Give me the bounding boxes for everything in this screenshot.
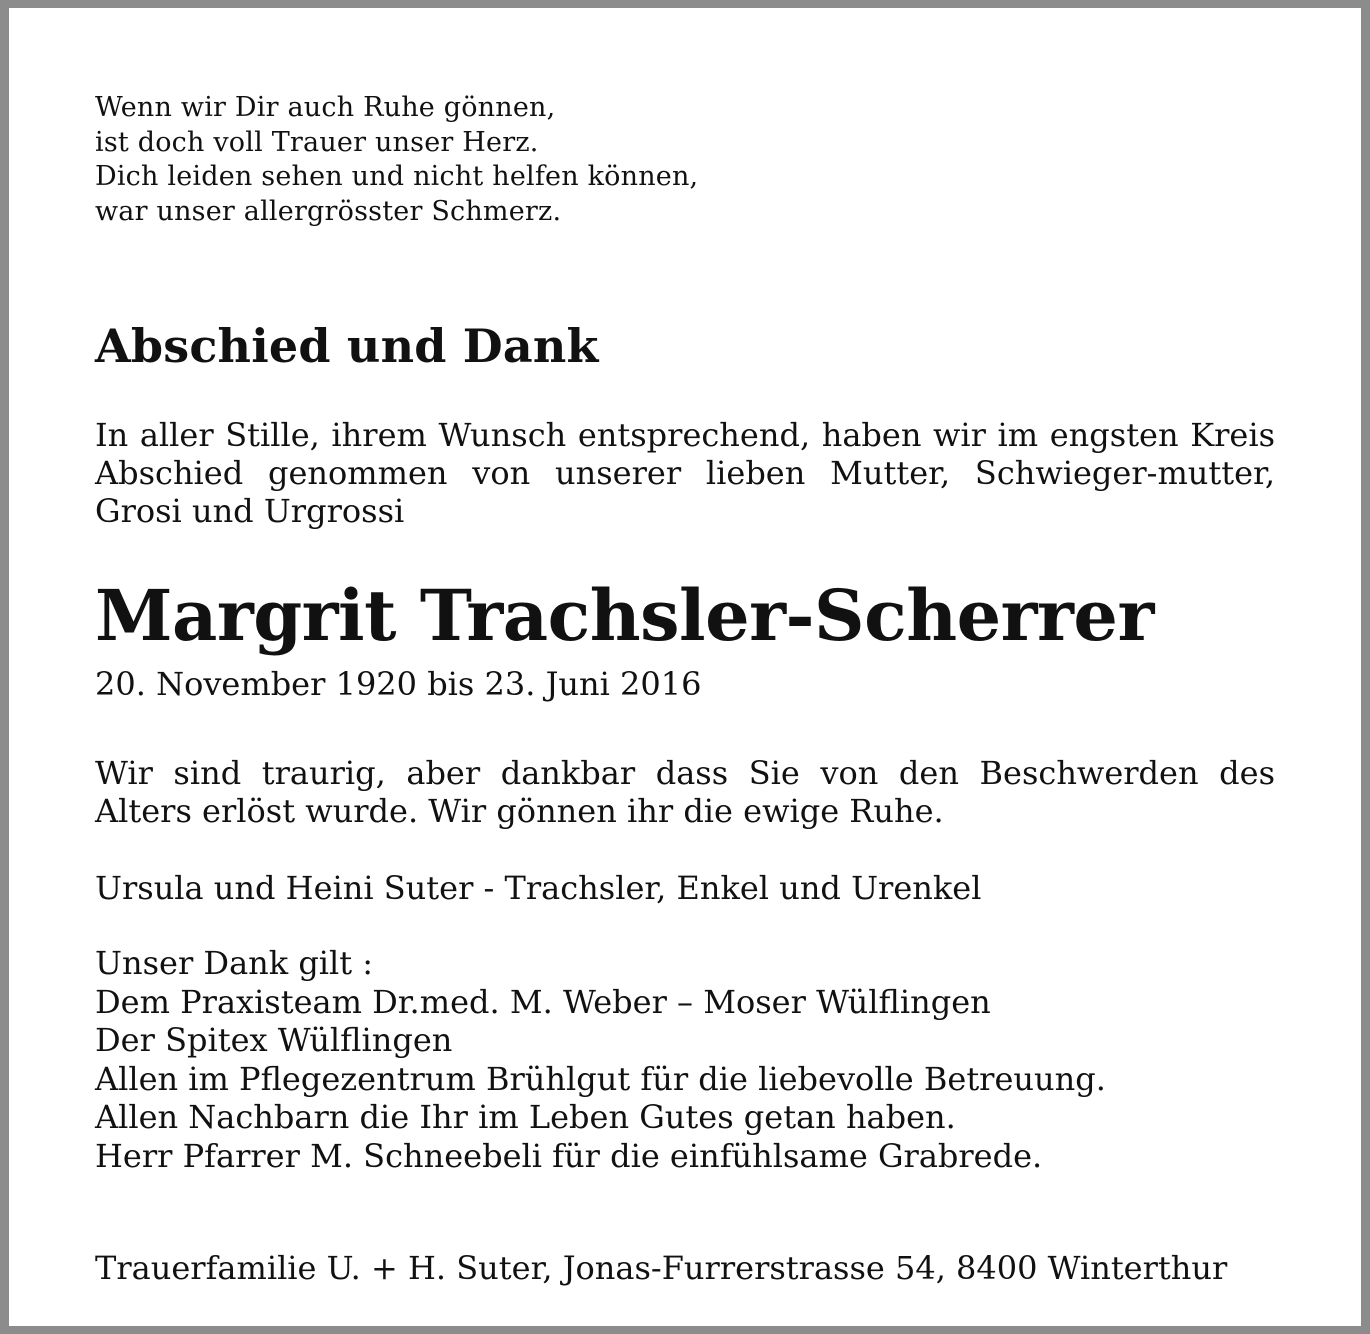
obituary-page [9, 8, 1361, 1326]
mourning-paragraph: Wir sind traurig, aber dankbar dass Sie von den Beschwerden des Alters erlöst wurde. Wir gönnen ihr die ewige Ruhe. [95, 754, 1275, 830]
poem-line: Wenn wir Dir auch Ruhe gönnen, [95, 92, 556, 123]
poem-line: ist doch voll Trauer unser Herz. [95, 126, 539, 158]
thanks-line: Der Spitex Wülflingen [95, 1021, 453, 1059]
thanks-list [95, 944, 1106, 1175]
deceased-name: Margrit Trachsler-Scherrer [95, 574, 1154, 657]
thanks-line: Allen Nachbarn die Ihr im Leben Gutes getan haben. [95, 1098, 956, 1136]
thanks-line: Herr Pfarrer M. Schneebeli für die einfühlsame Grabrede. [95, 1136, 1043, 1175]
poem-line: Dich leiden sehen und nicht helfen können, [95, 161, 699, 192]
poem-line: war unser allergrösster Schmerz. [95, 195, 562, 227]
thanks-line: Allen im Pflegezentrum Brühlgut für die liebevolle Betreuung. [95, 1059, 1106, 1098]
life-dates: 20. November 1920 bis 23. Juni 2016 [95, 665, 702, 703]
family-address: Trauerfamilie U. + H. Suter, Jonas-Furrerstrasse 54, 8400 Winterthur [95, 1249, 1228, 1287]
thanks-line: Dem Praxisteam Dr.med. M. Weber – Moser Wülflingen [95, 982, 991, 1021]
page-title: Abschied und Dank [95, 319, 599, 373]
thanks-line: Unser Dank gilt : [95, 944, 374, 982]
family-names: Ursula und Heini Suter - Trachsler, Enkel und Urenkel [95, 869, 982, 907]
poem [95, 91, 698, 229]
intro-paragraph: In aller Stille, ihrem Wunsch entsprechend, haben wir im engsten Kreis Abschied genommen von unserer lieben Mutter, Schwieger-mutter, Grosi und Urgrossi [95, 416, 1275, 530]
